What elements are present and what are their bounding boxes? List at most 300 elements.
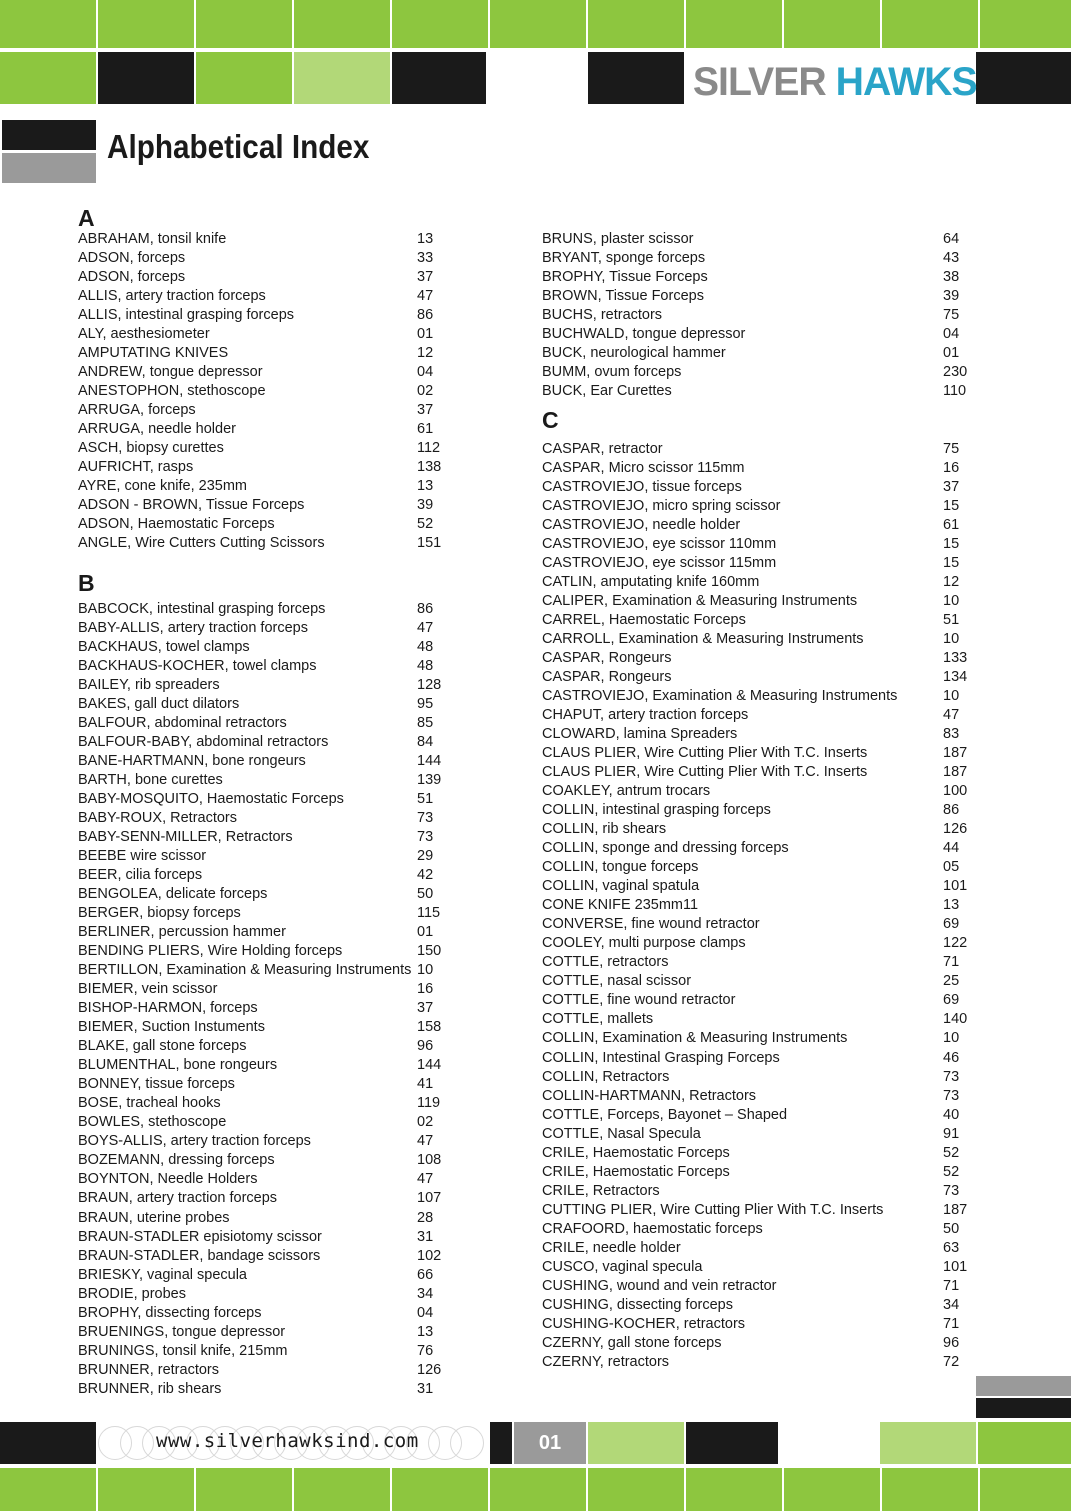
index-entry (542, 953, 982, 972)
index-entry-page: 04 (417, 1304, 434, 1321)
index-entry (78, 828, 458, 847)
index-entry-name: CASTROVIEJO, eye scissor 110mm (542, 536, 777, 553)
index-entry-name: CASTROVIEJO, micro spring scissor (542, 498, 781, 515)
index-entry-page: 52 (943, 1163, 960, 1180)
index-entry (542, 1239, 982, 1258)
footer-block (98, 1468, 194, 1511)
index-entry-page: 75 (943, 441, 960, 457)
index-entry-page: 33 (417, 250, 434, 267)
index-entry-page: 101 (943, 1258, 968, 1275)
index-entry-page: 110 (943, 383, 967, 400)
index-entry-name: CUSHING, dissecting forceps (542, 1296, 733, 1313)
footer-block (588, 1468, 684, 1511)
index-entry-name: ALLIS, artery traction forceps (78, 288, 266, 305)
index-entry-page: 43 (943, 250, 960, 267)
index-entry-page: 144 (417, 753, 442, 770)
index-entry-page: 01 (417, 924, 434, 941)
index-entry-name: COLLIN, Intestinal Grasping Forceps (542, 1049, 780, 1066)
index-entry (78, 230, 458, 249)
index-entry-name: BROWN, Tissue Forceps (542, 288, 704, 305)
index-entry (78, 401, 458, 420)
index-entry-name: CASTROVIEJO, tissue forceps (542, 479, 742, 496)
index-entry-name: CALIPER, Examination & Measuring Instruments (542, 593, 858, 610)
index-entry (542, 839, 982, 858)
footer-block (196, 1468, 292, 1511)
index-entry-name: BOSE, tracheal hooks (78, 1095, 221, 1112)
index-entry-name: CUSHING-KOCHER, retractors (542, 1315, 746, 1332)
index-entry-name: CRILE, needle holder (542, 1239, 681, 1256)
index-entry (542, 1087, 982, 1106)
index-entry-name: COLLIN, tongue forceps (542, 859, 699, 876)
index-entry (542, 344, 982, 363)
footer-block (490, 1422, 512, 1464)
header-block (882, 0, 978, 48)
section-letter-c: C (542, 407, 559, 433)
index-entry-name: COTTLE, Nasal Specula (542, 1125, 701, 1142)
index-entry-name: BRUNNER, rib shears (78, 1380, 222, 1397)
index-entry-name: BLAKE, gall stone forceps (78, 1038, 247, 1055)
index-entry (542, 877, 982, 896)
index-entry-name: COLLIN, rib shears (542, 821, 667, 838)
index-entry (542, 1277, 982, 1296)
index-entry-name: BENDING PLIERS, Wire Holding forceps (78, 943, 343, 960)
index-entry-name: BABY-ALLIS, artery traction forceps (78, 620, 308, 637)
index-entry (542, 516, 982, 535)
index-entry-page: 37 (417, 402, 434, 419)
index-entry-page: 76 (417, 1342, 434, 1359)
footer-block (882, 1468, 978, 1511)
index-entry-page: 25 (943, 973, 960, 990)
index-entry-name: BIEMER, vein scissor (78, 981, 218, 998)
index-entry (542, 554, 982, 573)
index-entry (78, 344, 458, 363)
index-entry-page: 151 (417, 535, 442, 552)
index-entry (542, 744, 982, 763)
index-entry (78, 1323, 458, 1342)
index-entry-page: 52 (943, 1144, 960, 1161)
index-entry (542, 820, 982, 839)
index-entry-page: 84 (417, 734, 434, 751)
index-entry (78, 1266, 458, 1285)
index-entry-page: 31 (417, 1380, 434, 1397)
index-entry-name: CRAFOORD, haemostatic forceps (542, 1220, 763, 1237)
index-entry-name: BUCK, neurological hammer (542, 345, 726, 362)
index-entry (78, 600, 458, 619)
index-entry (542, 1182, 982, 1201)
index-entry-page: 100 (943, 783, 968, 800)
index-entry-name: BEEBE wire scissor (78, 848, 207, 865)
index-entry-page: 86 (417, 307, 434, 324)
index-entry (542, 934, 982, 953)
footer-block (0, 1422, 96, 1464)
index-entry (78, 638, 458, 657)
index-entry (542, 972, 982, 991)
index-entry (78, 268, 458, 287)
index-entry-page: 108 (417, 1152, 442, 1169)
index-entry-page: 51 (417, 791, 434, 808)
index-entry-name: BACKHAUS-KOCHER, towel clamps (78, 658, 317, 675)
index-entry-name: COLLIN, intestinal grasping forceps (542, 802, 771, 819)
index-entry (542, 1068, 982, 1087)
index-entry-name: ASCH, biopsy curettes (78, 440, 224, 457)
index-entry-page: 86 (417, 601, 434, 617)
index-entry (542, 1029, 982, 1048)
header-block (98, 0, 194, 48)
index-entry (542, 858, 982, 877)
index-entry-name: CARREL, Haemostatic Forceps (542, 612, 746, 629)
index-entry-name: ARRUGA, needle holder (78, 421, 236, 438)
header-block (0, 0, 96, 48)
index-entry-page: 13 (943, 897, 960, 914)
index-entry-name: BUCHWALD, tongue depressor (542, 326, 746, 343)
index-entry (78, 1037, 458, 1056)
index-entry-name: BOWLES, stethoscope (78, 1114, 227, 1131)
index-entry-name: CRILE, Haemostatic Forceps (542, 1144, 730, 1161)
index-entry-name: CZERNY, gall stone forceps (542, 1334, 722, 1351)
index-entry-name: COTTLE, mallets (542, 1011, 654, 1028)
index-entry (78, 752, 458, 771)
header-block (196, 0, 292, 48)
index-entry-name: BRUNINGS, tonsil knife, 215mm (78, 1342, 288, 1359)
index-entry-page: 73 (943, 1068, 960, 1085)
index-entry-name: BANE-HARTMANN, bone rongeurs (78, 753, 306, 770)
index-entry-page: 05 (943, 859, 960, 876)
footer-block (392, 1468, 488, 1511)
index-entry-page: 61 (417, 421, 434, 438)
index-entry (542, 535, 982, 554)
title-block (2, 120, 96, 150)
index-entry-name: BROPHY, dissecting forceps (78, 1304, 262, 1321)
index-entry (542, 782, 982, 801)
header-block (196, 52, 292, 104)
index-entry (542, 1201, 982, 1220)
index-entry (542, 1049, 982, 1068)
index-entry (542, 725, 982, 744)
index-entry-page: 37 (943, 479, 960, 496)
index-entry-page: 128 (417, 677, 442, 694)
index-entry (78, 619, 458, 638)
index-entry (542, 1220, 982, 1239)
index-entry-page: 48 (417, 658, 434, 675)
index-entry-name: ANDREW, tongue depressor (78, 364, 263, 381)
index-entry-page: 66 (417, 1266, 434, 1283)
index-entry-page: 47 (417, 288, 434, 305)
index-entry-page: 75 (943, 307, 960, 324)
index-entry-name: BLUMENTHAL, bone rongeurs (78, 1057, 278, 1074)
index-entry-page: 47 (417, 1171, 434, 1188)
index-entry-name: BEER, cilia forceps (78, 867, 203, 884)
index-entry (78, 866, 458, 885)
index-entry (78, 1094, 458, 1113)
index-entry-name: BRUNS, plaster scissor (542, 231, 694, 247)
index-entry (78, 885, 458, 904)
index-entry-page: 02 (417, 1114, 434, 1131)
index-entry-page: 63 (943, 1239, 960, 1256)
index-entry-name: ANESTOPHON, stethoscope (78, 383, 266, 400)
index-entry-name: CASTROVIEJO, Examination & Measuring Instruments (542, 688, 898, 705)
index-entry (542, 1125, 982, 1144)
header-block (686, 0, 782, 48)
index-entry-page: 47 (417, 1133, 434, 1150)
index-entry-page: 47 (943, 707, 960, 724)
index-entry-page: 86 (943, 802, 960, 819)
index-entry (542, 325, 982, 344)
index-entry (78, 1247, 458, 1266)
index-entry-name: BUCK, Ear Curettes (542, 383, 672, 400)
index-entry-name: AYRE, cone knife, 235mm (78, 478, 247, 495)
index-entry (542, 592, 982, 611)
index-entry (78, 439, 458, 458)
index-entry-name: BOYS-ALLIS, artery traction forceps (78, 1133, 311, 1150)
page-number: 01 (514, 1422, 586, 1464)
index-entry (542, 268, 982, 287)
index-entry-page: 96 (417, 1038, 434, 1055)
index-entry-page: 50 (417, 886, 434, 903)
index-entry-name: BAILEY, rib spreaders (78, 677, 220, 694)
index-entry-page: 01 (943, 345, 960, 362)
index-entry (78, 733, 458, 752)
index-entry-name: BRAUN, artery traction forceps (78, 1190, 278, 1207)
header-block (98, 52, 194, 104)
index-entry (78, 847, 458, 866)
index-entry-name: CONE KNIFE 235mm11 (542, 897, 699, 914)
index-entry (78, 1228, 458, 1247)
brand-logo-part1: SILVER (692, 60, 826, 104)
index-entry-name: ARRUGA, forceps (78, 402, 196, 419)
index-entry-name: CUSHING, wound and vein retractor (542, 1277, 777, 1294)
index-entry-name: BERLINER, percussion hammer (78, 924, 286, 941)
index-entry-name: BOYNTON, Needle Holders (78, 1171, 258, 1188)
index-entry (78, 477, 458, 496)
index-entry-name: CASPAR, Micro scissor 115mm (542, 460, 745, 477)
header-block (980, 0, 1071, 48)
index-entry-name: COLLIN-HARTMANN, Retractors (542, 1087, 757, 1104)
index-entry-page: 04 (943, 326, 960, 343)
index-entry-page: 122 (943, 935, 968, 952)
index-entry-name: CASPAR, Rongeurs (542, 669, 672, 686)
index-entry-name: CATLIN, amputating knife 160mm (542, 574, 760, 591)
index-entry (78, 515, 458, 534)
index-list-right-c (542, 440, 982, 1372)
index-entry-page: 72 (943, 1353, 960, 1370)
index-entry-page: 42 (417, 867, 434, 884)
page-title: Alphabetical Index (107, 128, 370, 165)
index-entry-page: 47 (417, 620, 434, 637)
index-entry (78, 287, 458, 306)
header-block (588, 52, 684, 104)
index-entry (542, 497, 982, 516)
index-list-right-b (542, 230, 982, 401)
index-entry-name: BABY-SENN-MILLER, Retractors (78, 829, 293, 846)
index-entry-name: ADSON, forceps (78, 250, 186, 267)
index-entry-name: BABY-ROUX, Retractors (78, 810, 238, 827)
index-entry-page: 10 (943, 593, 960, 610)
index-entry-name: BRUENINGS, tongue depressor (78, 1323, 286, 1340)
index-entry-page: 133 (943, 650, 968, 667)
index-entry-name: BALFOUR, abdominal retractors (78, 715, 287, 732)
footer-block (686, 1468, 782, 1511)
index-entry-name: COTTLE, Forceps, Bayonet – Shaped (542, 1106, 788, 1123)
index-entry-page: 140 (943, 1011, 968, 1028)
index-entry-page: 31 (417, 1228, 434, 1245)
index-entry-page: 13 (417, 231, 434, 247)
index-entry-name: BABCOCK, intestinal grasping forceps (78, 601, 326, 617)
index-entry (78, 714, 458, 733)
footer-block (784, 1468, 880, 1511)
index-entry (78, 1209, 458, 1228)
footer-block (980, 1468, 1071, 1511)
index-entry (78, 657, 458, 676)
index-entry (78, 1304, 458, 1323)
index-entry (542, 382, 982, 401)
index-entry (78, 458, 458, 477)
index-entry-name: BIEMER, Suction Instuments (78, 1019, 265, 1036)
index-entry (78, 1132, 458, 1151)
index-entry (78, 980, 458, 999)
index-entry (542, 306, 982, 325)
index-entry-page: 48 (417, 639, 434, 656)
index-entry-page: 96 (943, 1334, 960, 1351)
index-entry (542, 611, 982, 630)
index-entry-name: BRAUN-STADLER, bandage scissors (78, 1247, 321, 1264)
section-letter-b: B (78, 570, 95, 596)
index-entry-page: 101 (943, 878, 968, 895)
index-entry-page: 158 (417, 1019, 442, 1036)
index-entry-page: 12 (943, 574, 960, 591)
index-entry (542, 1144, 982, 1163)
index-entry-page: 34 (943, 1296, 960, 1313)
index-entry (78, 1170, 458, 1189)
index-entry (542, 1106, 982, 1125)
index-entry-name: CASTROVIEJO, eye scissor 115mm (542, 555, 777, 572)
index-entry-page: 187 (943, 764, 968, 781)
index-entry (78, 496, 458, 515)
header-block (784, 0, 880, 48)
index-entry-page: 10 (417, 962, 434, 979)
index-entry-name: ADSON, forceps (78, 269, 186, 286)
index-entry (542, 801, 982, 820)
index-entry-page: 16 (943, 460, 960, 477)
index-entry (78, 1342, 458, 1361)
index-entry-name: BISHOP-HARMON, forceps (78, 1000, 258, 1017)
index-entry (78, 382, 458, 401)
side-block (976, 1398, 1071, 1418)
index-entry-page: 34 (417, 1285, 434, 1302)
index-entry-name: CONVERSE, fine wound retractor (542, 916, 760, 933)
index-entry-name: CLOWARD, lamina Spreaders (542, 726, 738, 743)
index-entry-page: 13 (417, 1323, 434, 1340)
index-entry (542, 249, 982, 268)
footer-block (490, 1468, 586, 1511)
index-entry (542, 230, 982, 249)
index-entry-name: ADSON - BROWN, Tissue Forceps (78, 497, 305, 514)
index-entry-page: 187 (943, 1201, 968, 1218)
index-entry-name: BERTILLON, Examination & Measuring Instruments (78, 962, 412, 979)
footer-block (0, 1468, 96, 1511)
index-entry-name: BRODIE, probes (78, 1285, 186, 1302)
index-entry-name: COOLEY, multi purpose clamps (542, 935, 746, 952)
index-entry-name: BENGOLEA, delicate forceps (78, 886, 268, 903)
index-entry (78, 1056, 458, 1075)
index-entry-page: 139 (417, 772, 442, 789)
index-entry-name: CRILE, Haemostatic Forceps (542, 1163, 730, 1180)
index-entry (78, 534, 458, 553)
index-entry-name: BONNEY, tissue forceps (78, 1076, 235, 1093)
index-entry (78, 306, 458, 325)
index-entry-page: 29 (417, 848, 434, 865)
index-entry-name: BALFOUR-BABY, abdominal retractors (78, 734, 329, 751)
index-entry-page: 15 (943, 498, 960, 515)
index-entry-name: CHAPUT, artery traction forceps (542, 707, 749, 724)
index-entry (542, 763, 982, 782)
index-entry-name: CUSCO, vaginal specula (542, 1258, 703, 1275)
index-entry-page: 44 (943, 840, 960, 857)
header-block (392, 0, 488, 48)
index-entry (542, 915, 982, 934)
index-entry-name: COLLIN, Examination & Measuring Instruments (542, 1030, 848, 1047)
index-entry (78, 1113, 458, 1132)
index-entry (542, 459, 982, 478)
title-block (2, 153, 96, 183)
index-entry-name: BOZEMANN, dressing forceps (78, 1152, 275, 1169)
index-entry (78, 923, 458, 942)
index-entry-name: COTTLE, fine wound retractor (542, 992, 736, 1009)
index-entry-page: 02 (417, 383, 434, 400)
index-entry-name: CASTROVIEJO, needle holder (542, 517, 741, 534)
header-block (294, 52, 390, 104)
index-entry-page: 37 (417, 1000, 434, 1017)
index-entry-name: BUMM, ovum forceps (542, 364, 682, 381)
index-entry (78, 771, 458, 790)
footer-block (978, 1422, 1071, 1464)
index-entry-name: BERGER, biopsy forceps (78, 905, 241, 922)
index-entry-page: 91 (943, 1125, 960, 1142)
index-entry-page: 73 (943, 1182, 960, 1199)
index-entry (542, 1010, 982, 1029)
index-entry (542, 687, 982, 706)
index-entry-page: 69 (943, 916, 960, 933)
index-entry-page: 73 (417, 829, 434, 846)
index-entry-page: 71 (943, 1315, 960, 1332)
index-entry (542, 440, 982, 459)
index-entry-name: CZERNY, retractors (542, 1353, 670, 1370)
header-block (294, 0, 390, 48)
index-entry (78, 1075, 458, 1094)
index-entry (542, 573, 982, 592)
index-entry-page: 10 (943, 688, 960, 705)
index-entry (78, 1285, 458, 1304)
index-entry-name: COTTLE, nasal scissor (542, 973, 692, 990)
index-entry (78, 904, 458, 923)
index-entry (542, 1315, 982, 1334)
header-block (392, 52, 486, 104)
index-entry (78, 961, 458, 980)
index-entry-page: 52 (417, 516, 434, 533)
index-entry-name: BAKES, gall duct dilators (78, 696, 240, 713)
index-entry (78, 363, 458, 382)
index-entry-page: 39 (417, 497, 434, 514)
index-entry-name: CASPAR, Rongeurs (542, 650, 672, 667)
index-entry-page: 119 (417, 1095, 441, 1112)
website-link[interactable]: www.silverhawksind.com (156, 1430, 419, 1452)
index-entry-name: BACKHAUS, towel clamps (78, 639, 250, 656)
index-entry (78, 325, 458, 344)
index-entry-page: 71 (943, 954, 960, 971)
index-entry-page: 04 (417, 364, 434, 381)
index-entry (542, 1334, 982, 1353)
index-entry-name: BRAUN-STADLER episiotomy scissor (78, 1228, 322, 1245)
index-entry-page: 37 (417, 269, 434, 286)
